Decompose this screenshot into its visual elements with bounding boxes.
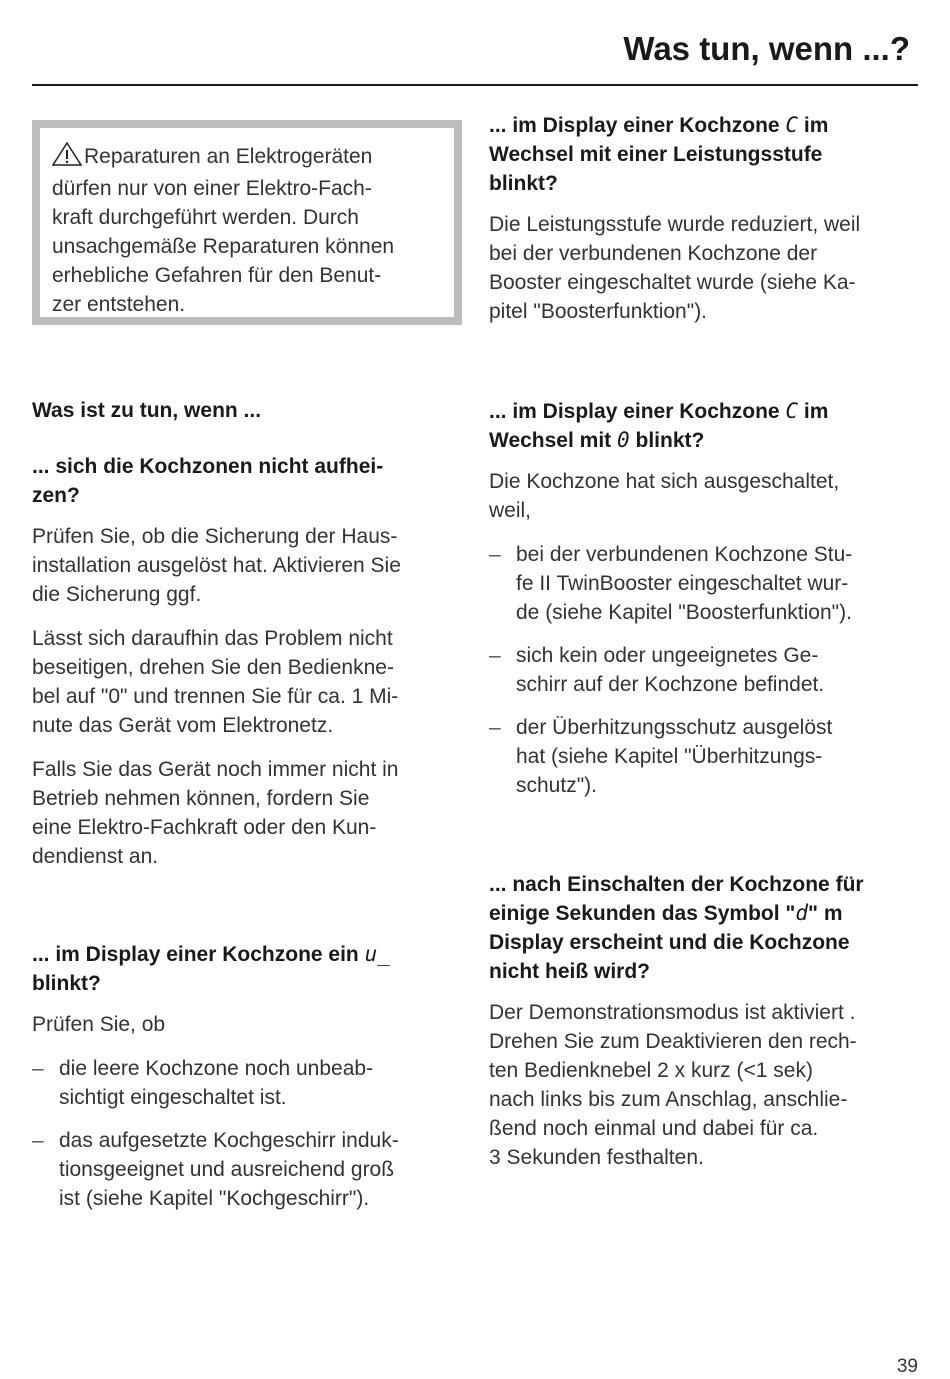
page-number: 39	[896, 1356, 918, 1377]
c-display-symbol: C	[785, 113, 799, 137]
paragraph: Prüfen Sie, ob	[32, 1013, 166, 1036]
section-heading-zone-off: ... im Display einer Kochzone C im Wechsel mit 0 blinkt?	[489, 399, 829, 452]
title-divider	[32, 84, 918, 86]
intro-heading: Was ist zu tun, wenn ...	[32, 399, 262, 422]
paragraph: Falls Sie das Gerät noch immer nicht in Betrieb nehmen können, fordern Sie eine Elektro-Fachkraft oder den Kun- dendienst an.	[32, 758, 399, 868]
paragraph: Der Demonstrationsmodus ist aktiviert . Drehen Sie zum Deaktivieren den rech- ten Bedienknebel 2 x kurz (<1 sek) nach links bis zum Anschlag, anschlie- ßend noch einmal und dabei für ca. 3 Sekunden festhalten.	[489, 1001, 857, 1169]
right-column-section-1	[489, 111, 919, 326]
list-item: – der Überhitzungsschutz ausgelöst hat (siehe Kapitel "Überhitzungs- schutz").	[489, 713, 919, 800]
warning-text: Reparaturen an Elektrogeräten dürfen nur von einer Elektro-Fach- kraft durchgeführt werden. Durch unsachgemäße Reparaturen können erhebliche Gefahren für den Benut- zer entstehen.	[52, 142, 442, 319]
dash-list	[489, 540, 919, 800]
pan-display-symbol: u̲	[364, 942, 390, 966]
page-title: Was tun, wenn ...?	[623, 30, 910, 67]
list-item: – bei der verbundenen Kochzone Stu- fe II TwinBooster eingeschaltet wur- de (siehe Kapitel "Boosterfunktion").	[489, 540, 919, 627]
list-item: – das aufgesetzte Kochgeschirr induk- tionsgeeignet und ausreichend groß ist (siehe Kapitel "Kochgeschirr").	[32, 1126, 462, 1213]
section-heading-booster-reduced: ... im Display einer Kochzone C im Wechsel mit einer Leistungsstufe blinkt?	[489, 113, 829, 195]
right-column-section-3	[489, 870, 919, 1172]
dash-list	[32, 1054, 462, 1213]
warning-box	[32, 120, 462, 325]
list-item: – die leere Kochzone noch unbeab- sichtigt eingeschaltet ist.	[32, 1054, 462, 1112]
section-heading-pan-symbol: ... im Display einer Kochzone ein u̲ blinkt?	[32, 942, 390, 995]
paragraph: Lässt sich daraufhin das Problem nicht beseitigen, drehen Sie den Bedienkne- bel auf "0" und trennen Sie für ca. 1 Mi- nute das Gerät vom Elektronetz.	[32, 627, 399, 737]
paragraph: Die Leistungsstufe wurde reduziert, weil bei der verbundenen Kochzone der Booster eingeschaltet wurde (siehe Ka- pitel "Boosterfunktion").	[489, 213, 861, 323]
left-column	[32, 396, 462, 871]
section-heading-no-heat: ... sich die Kochzonen nicht aufhei- zen?	[32, 455, 384, 507]
section-heading-demo-mode: ... nach Einschalten der Kochzone für einige Sekunden das Symbol "d" m Display erscheint und die Kochzone nicht heiß wird?	[489, 873, 864, 983]
d-display-symbol: d	[795, 901, 809, 925]
left-column-section-2	[32, 940, 462, 1213]
right-column-section-2	[489, 397, 919, 800]
paragraph: Prüfen Sie, ob die Sicherung der Haus- installation ausgelöst hat. Aktivieren Sie die Sicherung ggf.	[32, 525, 401, 606]
list-item: – sich kein oder ungeeignetes Ge- schirr auf der Kochzone befindet.	[489, 641, 919, 699]
c-display-symbol: C	[785, 399, 799, 423]
paragraph: Die Kochzone hat sich ausgeschaltet, weil,	[489, 470, 840, 522]
warning-triangle-icon	[52, 142, 82, 174]
zero-display-symbol: 0	[617, 428, 630, 452]
